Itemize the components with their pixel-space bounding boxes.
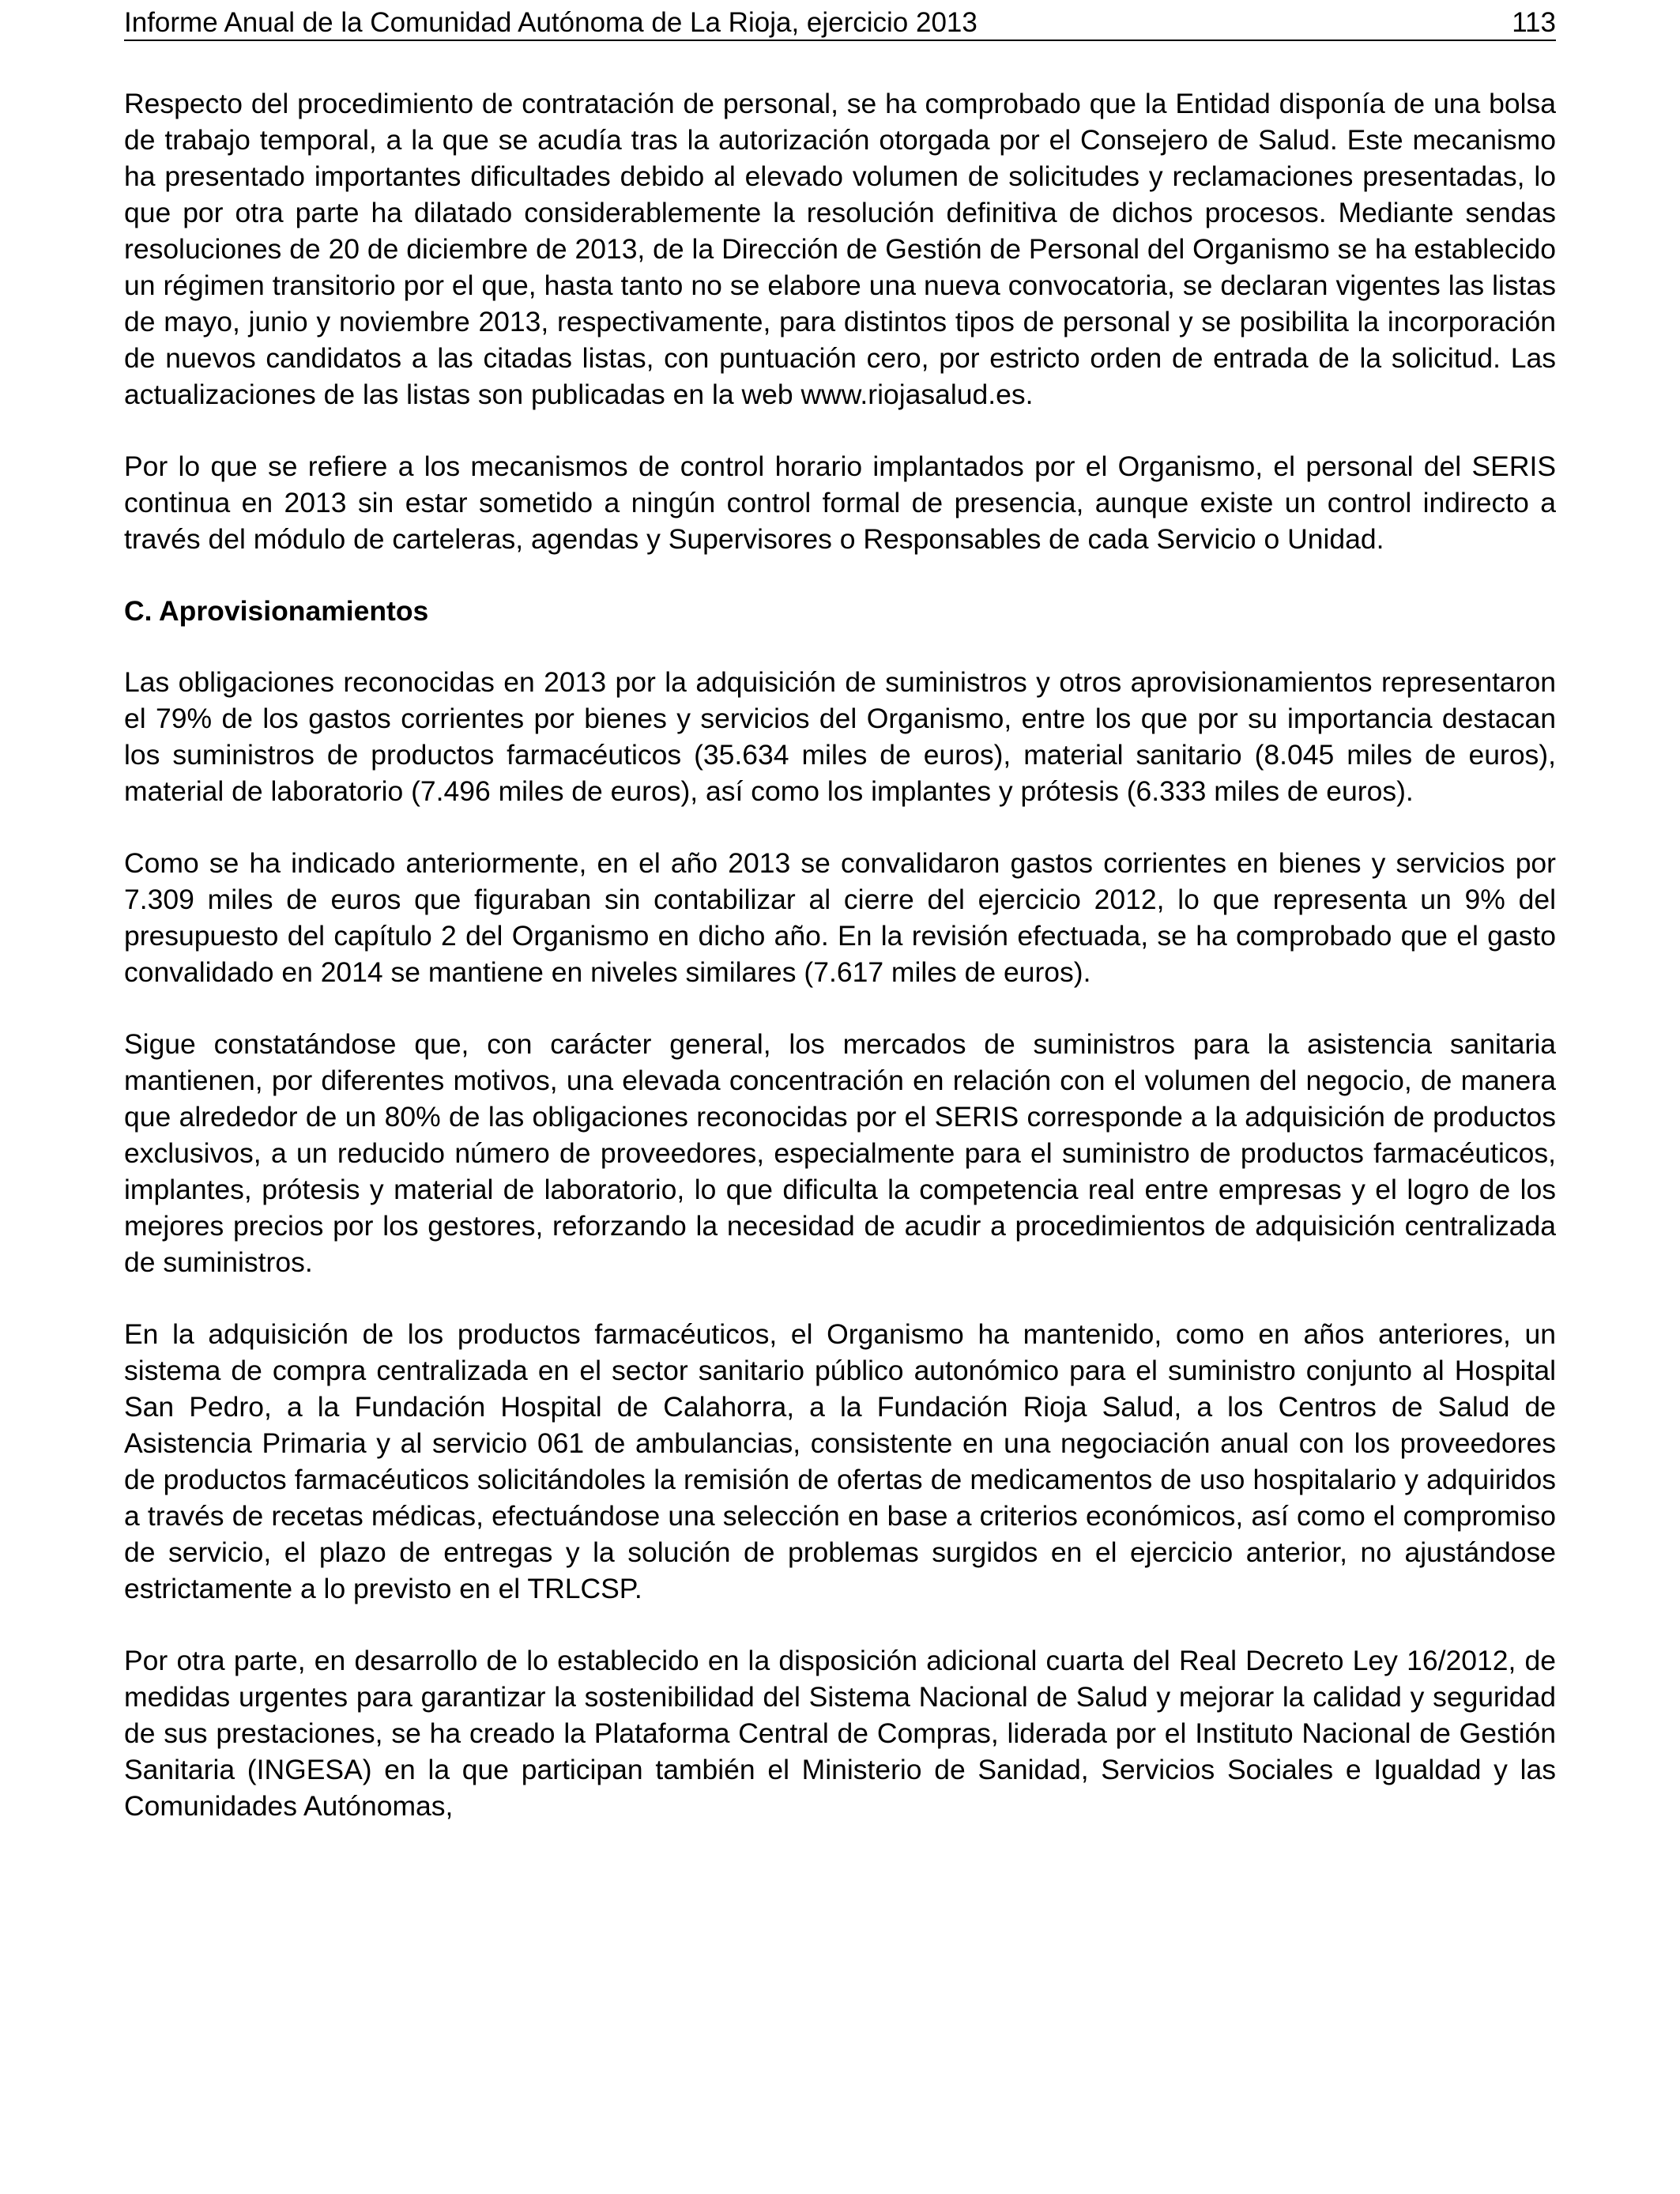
paragraph-convalidacion: Como se ha indicado anteriormente, en el año 2013 se convalidaron gastos corrientes en bienes y servicios por 7.309 miles de euros que figuraban sin contabilizar al cierre del ejercicio 2012, lo que representa un 9% del presupuesto del capítulo 2 del Organismo en dicho año. En la revisión efectuada, se ha comprobado que el gasto convalidado en 2014 se mantiene en niveles similares (7.617 miles de euros). (124, 847, 1556, 988)
paragraph-farmaceuticos: En la adquisición de los productos farmacéuticos, el Organismo ha mantenido, como en años anteriores, un sistema de compra centralizada en el sector sanitario público autonómico para el suministro conjunto al Hospital San Pedro, a la Fundación Hospital de Calahorra, a la Fundación Rioja Salud, a los Centros de Salud de Asistencia Primaria y al servicio 061 de ambulancias, consistente en una negociación anual con los proveedores de productos farmacéuticos solicitándoles la remisión de ofertas de medicamentos de uso hospitalario y adquiridos a través de recetas médicas, efectuándose una selección en base a criterios económicos, así como el compromiso de servicio, el plazo de entregas y la solución de problemas surgidos en el ejercicio anterior, no ajustándose estrictamente a lo previsto en el TRLCSP. (124, 1318, 1556, 1604)
page-number: 113 (1512, 7, 1556, 38)
page-header (124, 6, 1556, 41)
document-body (124, 85, 1556, 1860)
paragraph-contratacion-personal: Respecto del procedimiento de contratación de personal, se ha comprobado que la Entidad disponía de una bolsa de trabajo temporal, a la que se acudía tras la autorización otorgada por el Consejero de Salud. Este mecanismo ha presentado importantes dificultades debido al elevado volumen de solicitudes y reclamaciones presentadas, lo que por otra parte ha dilatado considerablemente la resolución definitiva de dichos procesos. Mediante sendas resoluciones de 20 de diciembre de 2013, de la Dirección de Gestión de Personal del Organismo se ha establecido un régimen transitorio por el que, hasta tanto no se elabore una nueva convocatoria, se declaran vigentes las listas de mayo, junio y noviembre 2013, respectivamente, para distintos tipos de personal y se posibilita la incorporación de nuevos candidatos a las citadas listas, con puntuación cero, por estricto orden de entrada de la solicitud. Las actualizaciones de las listas son publicadas en la web www.riojasalud.es. (124, 88, 1556, 410)
paragraph-mercados: Sigue constatándose que, con carácter general, los mercados de suministros para la asistencia sanitaria mantienen, por diferentes motivos, una elevada concentración en relación con el volumen del negocio, de manera que alrededor de un 80% de las obligaciones reconocidas por el SERIS corresponde a la adquisición de productos exclusivos, a un reducido número de proveedores, especialmente para el suministro de productos farmacéuticos, implantes, prótesis y material de laboratorio, lo que dificulta la competencia real entre empresas y el logro de los mejores precios por los gestores, reforzando la necesidad de acudir a procedimientos de adquisición centralizada de suministros. (124, 1028, 1556, 1278)
paragraph-plataforma-compras: Por otra parte, en desarrollo de lo establecido en la disposición adicional cuarta del Real Decreto Ley 16/2012, de medidas urgentes para garantizar la sostenibilidad del Sistema Nacional de Salud y mejorar la calidad y seguridad de sus prestaciones, se ha creado la Plataforma Central de Compras, liderada por el Instituto Nacional de Gestión Sanitaria (INGESA) en la que participan también el Ministerio de Sanidad, Servicios Sociales e Igualdad y las Comunidades Autónomas, (124, 1645, 1556, 1822)
section-heading: C. Aprovisionamientos (124, 595, 429, 627)
paragraph-obligaciones: Las obligaciones reconocidas en 2013 por la adquisición de suministros y otros aprovisionamientos representaron el 79% de los gastos corrientes por bienes y servicios del Organismo, entre los que por su importancia destacan los suministros de productos farmacéuticos (35.634 miles de euros), material sanitario (8.045 miles de euros), material de laboratorio (7.496 miles de euros), así como los implantes y prótesis (6.333 miles de euros). (124, 666, 1556, 807)
paragraph-control-horario: Por lo que se refiere a los mecanismos de control horario implantados por el Organismo, el personal del SERIS continua en 2013 sin estar sometido a ningún control formal de presencia, aunque existe un control indirecto a través del módulo de carteleras, agendas y Supervisores o Responsables de cada Servicio o Unidad. (124, 450, 1556, 555)
header-title: Informe Anual de la Comunidad Autónoma de La Rioja, ejercicio 2013 (124, 7, 977, 38)
